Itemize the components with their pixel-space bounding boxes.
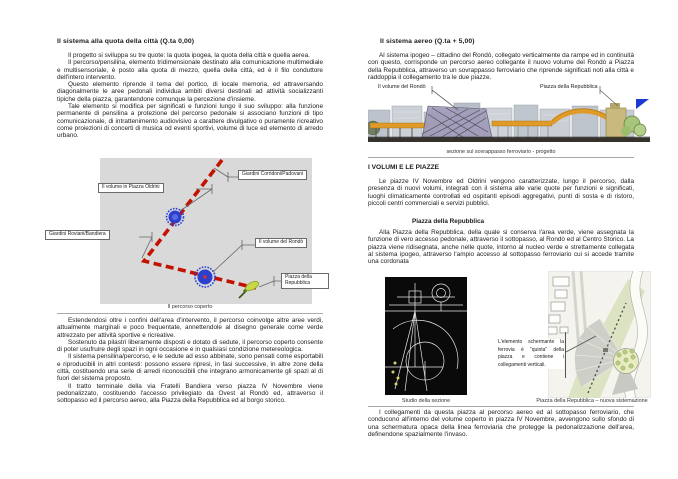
paragraph: Il progetto si sviluppa su tre quote: la quota ipogea, la quota della città e quella aerea. — [68, 52, 310, 59]
paragraph: Il tratto terminale della via Fratelli Bandiera verso piazza IV Novembre viene pedonalizzato, costituendo l'accesso privilegiato da Ovest al Rondò ed, attraverso il sottopasso ed il percorso aereo, alla Piazza della Repubblica ed al borgo storico. — [57, 382, 323, 405]
right-text-collegamenti — [368, 409, 634, 438]
volume-rondo-section — [422, 106, 492, 138]
right-divider-2 — [368, 406, 634, 407]
paragraph: Al sistema ipogeo – cittadino del Rondò, collegato verticalmente da rampe ed in continuità con questo, corrisponde un percorso aereo collegante il nuovo volume del Rondò a Piazza della Repubblica, attraverso un sovrappasso ferroviario che riprende significati noti alla città e raddoppia il collegamento tra le due piazze. — [368, 52, 634, 81]
blue-corner-marker — [636, 99, 649, 109]
annotation-leader — [560, 330, 604, 382]
section-label-rondo: Il volume del Rondò — [378, 84, 426, 90]
ground-line — [368, 138, 650, 142]
caption-mappa: Piazza della Repubblica – nuova sistemazione — [536, 398, 648, 404]
paragraph: Questo elemento riprende il tema del portico, di locale memoria, ed attraversando diagonalmente le aree pedonali individua ambiti diversi destinati ad attività socializzanti tipiche della piazza, garantendone comunque la percezione d'insieme. — [57, 81, 323, 103]
left-text-bottom — [57, 317, 323, 405]
paragraph: Estendendosi oltre i confini dell'area d'intervento, il percorso coinvolge altre aree verdi, attualmente marginali e poco frequentate, annettendole al disegno generale come verde attrezzato per attività sportive e ricreative. — [57, 317, 323, 339]
right-divider-1 — [368, 157, 634, 158]
left-text-top — [57, 52, 323, 140]
paragraph: Sostenuto da pilastri liberamente disposti e dotato di sedute, il percorso coperto consente di poter usufruire degli spazi in ogni occasione e in qualsiasi condizione metereologica. — [57, 338, 323, 354]
section-caption: sezione sul sovrappasso ferroviario - progetto — [446, 149, 556, 155]
diagram-caption: Il percorso coperto — [167, 304, 213, 310]
paragraph: I collegamenti da questa piazza al percorso aereo ed al sottopasso ferroviario, che conducono all'interno del volume coperto in piazza IV Novembre, avvengono sullo sfondo di una schermatura opaca della linea ferroviaria che protegge la pedonalizzazione dell'area, definendone spazialmente l'invaso. — [368, 409, 634, 438]
paragraph: Il sistema pensilina/percorso, e le sedute ad esso abbinate, sono pensati come esportabili e riproducibili in altri contesti: possono essere ripresi, in fasi successive, in altre zone della città, costituendo una serie di arredi riconoscibili che integrano armonicamente gli spazi al di fuori del sistema proposto. — [57, 353, 323, 383]
tower-and-trees — [606, 103, 646, 138]
paragraph: Tale elemento si modifica per significati e funzioni lungo il suo sviluppo: alla funzione permanente di pensilina a protezione del percorso pedonale si associano funzioni di tipo comunicazionale, di intrattenimento audiovisivo a carattere divulgativo o puramente ricreativo come proiezioni di concerti di musica od eventi sportivi, volume di luce ed elemento di arredo urbano. — [57, 103, 323, 140]
paragraph: Le piazze IV Novembre ed Oldrini vengono caratterizzate, lungo il percorso, dalla presenza di nuovi volumi, integrati con il sistema alle varie quote per funzioni e significati, luoghi climaticamente controllati ed ospitanti episodi aggregativi, punti di sosta e di ristoro, piccoli centri commerciali e servizi pubblici. — [368, 178, 634, 207]
right-text-volumi — [368, 178, 634, 207]
studio-sezione-figure — [385, 277, 467, 395]
paragraph: Alla Piazza della Repubblica, della quale si conserva l'area verde, viene assegnata la funzione di vero accesso pedonale, attraverso il sottopasso, al Rondò ed al Centro Storico. La piazza viene ridisegnata, anche nelle quote, intorno al nucleo verde e strettamente collegata al sistema ipogeo, attraverso l'ampio accesso al sottopasso ferroviario cui si accede tramite una cordonata — [368, 229, 634, 266]
right-heading: Il sistema aereo (Q.ta + 5,00) — [380, 38, 475, 45]
diagram-label-roviani: Giardini Roviani/Bandiera — [45, 230, 110, 240]
diagram-label-repubblica: Piazza della Repubblica — [281, 273, 329, 289]
paragraph: Il percorso/pensilina, elemento tridimensionale destinato alla comunicazione multimediale e multisensoriale, è posto alla quota di mezzo, quella della città, ed è il filo conduttore dell'intero intervento. — [57, 59, 323, 81]
section-label-repubblica: Piazza della Repubblica — [540, 84, 598, 90]
diagram-label-rondo: Il volume del Rondò — [255, 238, 307, 248]
left-heading: Il sistema alla quota della città (Q.ta 0,00) — [57, 38, 195, 45]
left-divider — [57, 313, 323, 314]
right-text-intro — [368, 52, 634, 81]
heading-volumi-piazze: I VOLUMI E LE PIAZZE — [368, 164, 440, 171]
caption-studio: Studio della sezione — [401, 398, 451, 404]
diagram-label-corridoni: Giardini Corridoni/Padovani — [238, 170, 307, 180]
right-text-repubblica — [368, 229, 634, 265]
sezione-sovrappasso-figure — [368, 84, 650, 148]
nucleo-verde — [614, 349, 639, 374]
map-annotation: L'elemento schermante la ferrovia è "quinta" della piazza e contiene i collegamenti verticali. — [498, 339, 564, 368]
subheading-piazza-repubblica: Piazza della Repubblica — [412, 218, 485, 225]
building-skyline — [368, 103, 634, 138]
diagram-label-oldrini: Il volume in Piazza Oldrini — [98, 183, 164, 193]
